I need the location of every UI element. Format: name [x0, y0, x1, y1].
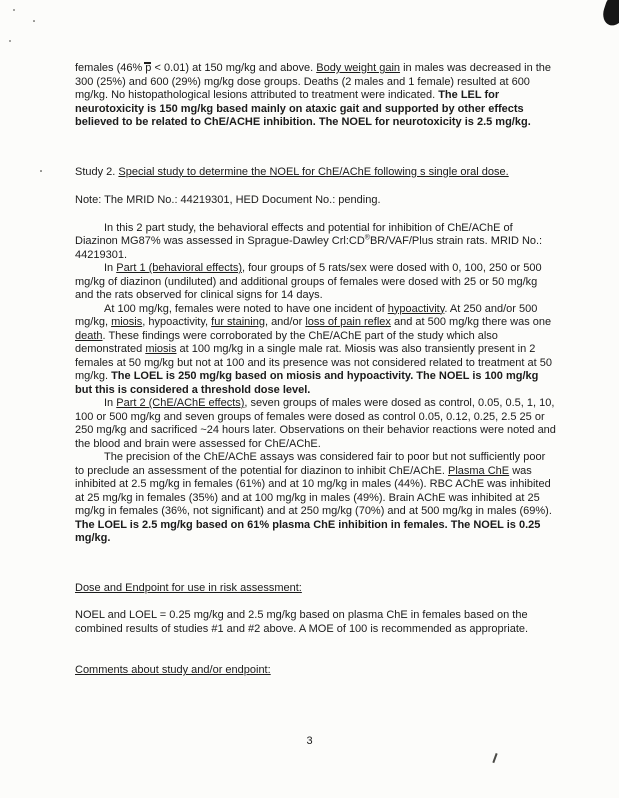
text-run: females (46% p < 0.01) at 150 mg/kg and above.: [75, 62, 317, 74]
che-results-paragraph: [75, 451, 557, 546]
text-run: Part 2 (ChE/AChE effects): [116, 397, 245, 409]
text-run: miosis: [145, 343, 177, 355]
scan-speck: [13, 9, 15, 11]
text-run: The LEL for neurotoxicity is 150 mg/kg based mainly on ataxic gait and supported by other effects believed to be related to ChE/ACHE inhibition. The NOEL for neurotoxicity is 2.5 mg/kg.: [75, 89, 531, 128]
part1-findings-paragraph: [75, 303, 557, 398]
text-run: . At 250 and/or 500 mg/kg,: [75, 302, 538, 328]
text-run: loss of pain reflex: [305, 316, 391, 328]
text-run: Dose and Endpoint for use in risk assessment:: [75, 581, 302, 594]
study-overview-paragraph: [75, 222, 557, 263]
scan-stray-mark: [492, 753, 497, 763]
text-run: fur staining: [211, 316, 265, 328]
part1-paragraph: [75, 262, 557, 303]
text-run: Body weight gain: [316, 62, 401, 74]
text-run: , four groups of 5 rats/sex were dosed with 0, 100, 250 or 500 mg/kg of diazinon (undiluted) and additional groups of females were dosed with 25 or 50 mg/kg and the rats observed for clinical signs for 14 days.: [75, 262, 542, 301]
text-run: In: [104, 262, 117, 274]
text-run: The LOEL is 250 mg/kg based on miosis and hypoactivity. The NOEL is 100 mg/kg but this is considered a threshold dose level.: [75, 370, 539, 396]
document-content: [75, 62, 557, 678]
text-run: , and/or: [264, 316, 306, 328]
text-run: The precision of the ChE/AChE assays was considered fair to poor but not sufficiently poor to preclude an assessment of the potential for diazinon to inhibit ChE/AChE.: [75, 451, 546, 477]
carryover-paragraph: [75, 62, 557, 130]
text-run: BR/VAF/Plus strain rats. MRID No.: 44219301.: [75, 235, 543, 261]
text-run: NOEL and LOEL = 0.25 mg/kg and 2.5 mg/kg based on plasma ChE in females based on the combined results of studies #1 and #2 above. A MOE of 100 is recommended as appropriate.: [75, 609, 529, 635]
text-run: In this 2 part study, the behavioral effects and potential for inhibition of ChE/AChE of Diazinon MG87% was assessed in Sprague-Dawley Crl:CD: [75, 221, 513, 247]
text-run: The LOEL is 2.5 mg/kg based on 61% plasma ChE inhibition in females. The NOEL is 0.25 mg/kg.: [75, 518, 541, 544]
text-run: at 100 mg/kg in a single male rat. Miosis was also transiently present in 2 females at 50 mg/kg but not at 100 and its presence was not considered related to treatment at 50 mg/kg.: [75, 343, 552, 382]
scan-speck: [33, 20, 35, 22]
text-run: hypoactivity: [387, 302, 445, 315]
text-run: Plasma ChE: [448, 464, 510, 477]
text-run: in males was decreased in the 300 (25%) and 600 (29%) mg/kg dose groups. Deaths (2 males and 1 female) resulted at 600 mg/kg. No histopathological lesions attributed to treatment were indicated.: [75, 62, 552, 101]
part2-paragraph: [75, 397, 557, 451]
dose-endpoint-heading: [75, 582, 557, 596]
text-run: , hypoactivity,: [142, 316, 212, 328]
text-run: Study 2.: [75, 165, 119, 178]
comments-heading: [75, 664, 557, 678]
text-run: was inhibited at 2.5 mg/kg in females (61%) and at 10 mg/kg in males (44%). RBC AChE was inhibited at 25 mg/kg in females (35%) and at 100 mg/kg in males (49%). Brain AChE was inhibited at 25 mg/kg in females (36%, not significant) and at 250 mg/kg (70%) and at 500 mg/kg in males (69%).: [75, 464, 552, 517]
text-run: In: [104, 397, 117, 409]
text-run: Part 1 (behavioral effects): [116, 262, 242, 274]
text-run: Comments about study and/or endpoint:: [75, 664, 271, 676]
note-line: [75, 194, 557, 208]
noel-loel-paragraph: [75, 609, 557, 636]
text-run: , seven groups of males were dosed as control, 0.05, 0.5, 1, 10, 100 or 500 mg/kg and seven groups of females were dosed as control 0.05, 0.12, 0.25, 2.5 25 or 250 mg/kg and sacrificed ~24 hours later. Observations on their behavior reactions were noted and the blood and brain were assessed for ChE/AChE.: [75, 397, 556, 450]
text-run: At 100 mg/kg, females were noted to have one incident of: [104, 302, 388, 315]
text-run: death: [75, 329, 103, 342]
text-run: ®: [364, 234, 370, 242]
text-run: and at 500 mg/kg there was one: [390, 316, 552, 328]
study2-heading: [75, 166, 557, 180]
text-run: miosis: [111, 316, 143, 328]
page-number: 3: [306, 735, 313, 747]
text-run: . These findings were corroborated by the ChE/AChE part of the study which also demonstrated: [75, 329, 498, 355]
scan-ink-blot: [600, 0, 619, 29]
text-run: Special study to determine the NOEL for ChE/AChE following s single oral dose.: [118, 165, 509, 178]
text-run: Note: The MRID No.: 44219301, HED Document No.: pending.: [75, 194, 381, 206]
scan-speck: [40, 170, 42, 172]
scan-speck: [9, 40, 11, 42]
